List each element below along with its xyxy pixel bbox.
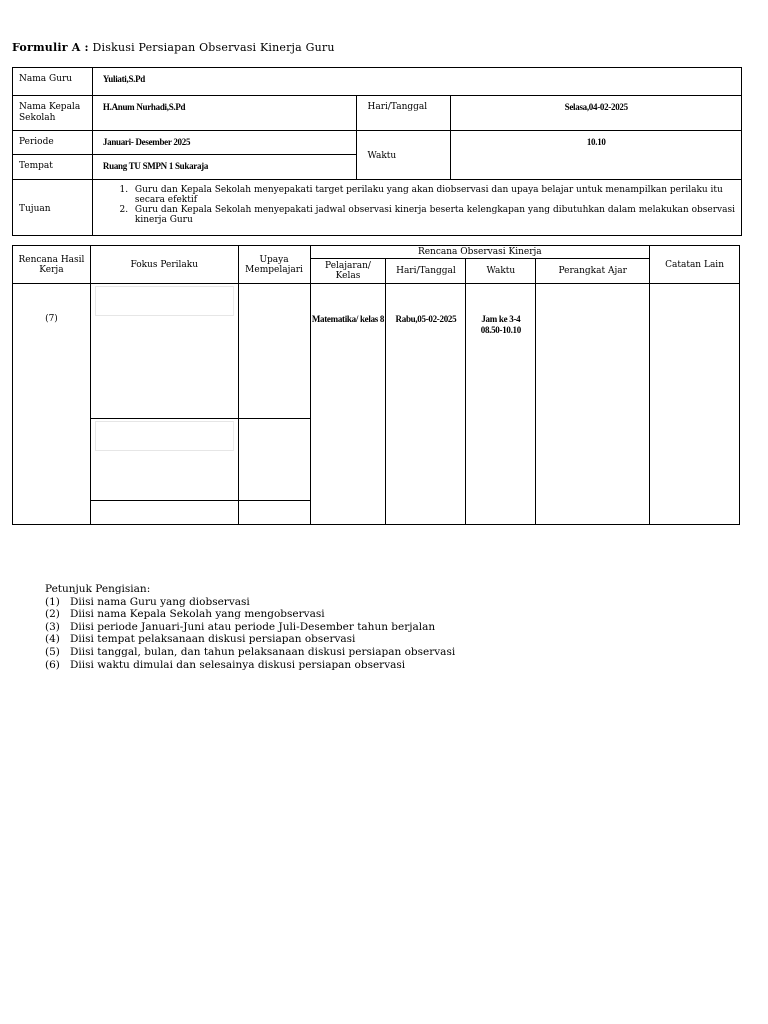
hari-obs-value: Rabu,05-02-2025: [386, 284, 466, 525]
tujuan-item: 1. Guru dan Kepala Sekolah menyepakati target perilaku yang akan diobservasi dan upaya belajar untuk menampilkan perilaku itu secara efektif: [131, 185, 735, 205]
instruction-number: (2): [45, 608, 60, 621]
instructions-title: Petunjuk Pengisian:: [45, 583, 151, 595]
row-number: (7): [13, 284, 91, 525]
instruction-item: [45, 646, 455, 659]
hari-label: Hari/Tanggal: [356, 96, 451, 131]
tempat-value: Ruang TU SMPN 1 Sukaraja: [92, 155, 356, 180]
header-waktu: Waktu: [466, 259, 536, 284]
instruction-text: Diisi periode Januari-Juni atau periode Juli-Desember tahun berjalan: [70, 620, 436, 633]
tujuan-list: [93, 185, 735, 225]
header-rencana-hasil: Rencana Hasil Kerja: [13, 246, 91, 284]
waktu-obs-line1: Jam ke 3-4: [481, 314, 521, 324]
pelajaran-value: Matematika/ kelas 8: [310, 284, 386, 525]
tujuan-cell: [92, 180, 741, 236]
waktu-label: Waktu: [356, 131, 451, 180]
fokus-cell-2: [90, 419, 238, 501]
instruction-item: [45, 621, 455, 634]
perangkat-cell: [536, 284, 650, 525]
waktu-obs-line2: 08.50-10.10: [480, 325, 521, 335]
header-fokus: Fokus Perilaku: [90, 246, 238, 284]
fokus-placeholder-box: [95, 286, 234, 316]
instruction-text: Diisi waktu dimulai dan selesainya diskusi persiapan observasi: [70, 658, 406, 671]
periode-value: Januari- Desember 2025: [92, 131, 356, 155]
instruction-number: (6): [45, 658, 60, 671]
upaya-cell-2: [238, 419, 310, 501]
upaya-cell-3: [238, 501, 310, 525]
nama-guru-value: Yuliati,S.Pd: [92, 68, 741, 96]
instruction-number: (5): [45, 645, 60, 658]
header-rencana-observasi: Rencana Observasi Kinerja: [310, 246, 650, 259]
info-table: [12, 67, 742, 236]
form-title: [12, 41, 335, 54]
instruction-text: Diisi tanggal, bulan, dan tahun pelaksanaan diskusi persiapan observasi: [70, 645, 456, 658]
instruction-number: (4): [45, 633, 60, 646]
form-title-bold: Formulir A :: [12, 41, 89, 54]
instruction-text: Diisi nama Guru yang diobservasi: [70, 595, 250, 608]
header-hari: Hari/Tanggal: [386, 259, 466, 284]
waktu-obs-cell: [466, 284, 536, 525]
hari-value: Selasa,04-02-2025: [451, 96, 742, 131]
instruction-item: [45, 659, 455, 672]
instruction-number: (1): [45, 595, 60, 608]
fokus-cell-1: [90, 284, 238, 419]
periode-label: Periode: [13, 131, 93, 155]
observation-table: [12, 245, 740, 525]
instruction-text: Diisi tempat pelaksanaan diskusi persiapan observasi: [70, 633, 356, 646]
fokus-cell-3: [90, 501, 238, 525]
catatan-cell: [650, 284, 740, 525]
header-upaya: Upaya Mempelajari: [238, 246, 310, 284]
kepala-value: H.Anum Nurhadi,S.Pd: [92, 96, 356, 131]
instruction-text: Diisi nama Kepala Sekolah yang mengobservasi: [70, 608, 325, 621]
fokus-placeholder-box: [95, 421, 234, 451]
waktu-value: 10.10: [451, 131, 742, 180]
instruction-item: [45, 633, 455, 646]
instruction-item: [45, 596, 455, 609]
header-perangkat: Perangkat Ajar: [536, 259, 650, 284]
header-catatan: Catatan Lain: [650, 246, 740, 284]
instruction-number: (3): [45, 620, 60, 633]
tujuan-label: Tujuan: [13, 180, 93, 236]
tujuan-item: 2. Guru dan Kepala Sekolah menyepakati jadwal observasi kinerja beserta kelengkapan yang dibutuhkan dalam melakukan observasi kinerja Guru: [131, 205, 735, 225]
instructions: [45, 583, 455, 671]
header-pelajaran: Pelajaran/ Kelas: [310, 259, 386, 284]
tempat-label: Tempat: [13, 155, 93, 180]
instruction-item: [45, 608, 455, 621]
form-title-text: Diskusi Persiapan Observasi Kinerja Guru: [88, 41, 335, 54]
upaya-cell-1: [238, 284, 310, 419]
kepala-label: Nama Kepala Sekolah: [13, 96, 93, 131]
nama-guru-label: Nama Guru: [13, 68, 93, 96]
